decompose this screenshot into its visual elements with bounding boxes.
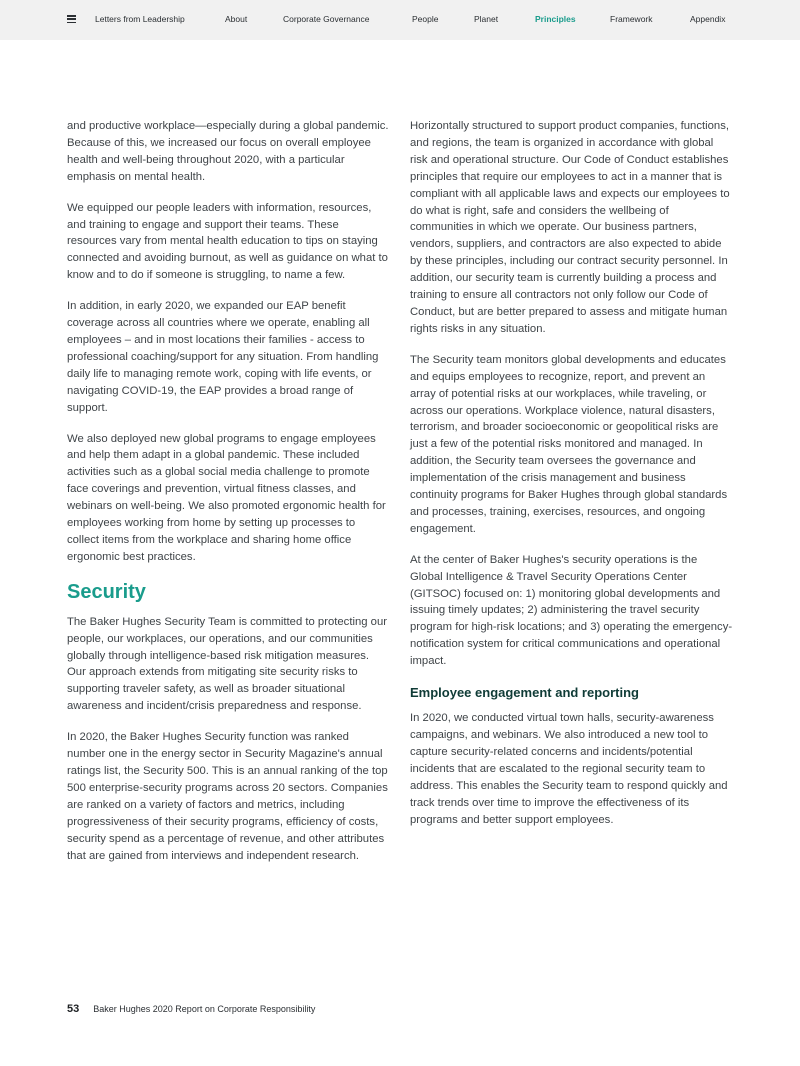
nav-item-principles[interactable]: Principles xyxy=(535,14,576,24)
left-column xyxy=(67,118,390,878)
report-title: Baker Hughes 2020 Report on Corporate Responsibility xyxy=(93,1004,316,1014)
nav-item-planet[interactable]: Planet xyxy=(474,14,499,24)
top-navigation xyxy=(0,0,800,40)
body-paragraph: The Security team monitors global developments and educates and equips employees to recognize, report, and prevent an array of potential risks at our workplaces, while traveling, or across our operations. Workplace violence, natural disasters, terrorism, and broader socioeconomic or geopolitical risks are just a few of the potential risks monitored and managed. In addition, the Security team oversees the governance and implementation of the crisis management and business continuity programs for Baker Hughes through global standards and processes, training, exercises, resources, and ongoing engagement. xyxy=(410,353,728,535)
page-number: 53 xyxy=(67,1003,80,1015)
subheading-employee-engagement: Employee engagement and reporting xyxy=(410,685,639,701)
body-paragraph: At the center of Baker Hughes's security operations is the Global Intelligence & Travel Security Operations Center (GITSOC) focused on: 1) monitoring global developments and issuing timely updates; 2) administering the travel security program for high-risk locations; and 3) operating the emergency-notification system for critical communications and operational impact. xyxy=(410,553,733,668)
body-paragraph: We equipped our people leaders with information, resources, and training to engage and support their teams. These resources vary from mental health education to tips on staying connected and avoiding burnout, as well as guidance on what to know and to do if someone is struggling, to name a few. xyxy=(67,201,388,282)
body-paragraph: Horizontally structured to support product companies, functions, and regions, the team is organized in accordance with global risk and operational structure. Our Code of Conduct establishes principles that require our employees to act in a manner that is compliant with all applicable laws and expects our employees to do what is right, safe and considers the wellbeing of communities in which we operate. Our business partners, vendors, suppliers, and contractors are also expected to abide by these principles, including our contract security personnel. In addition, our security team is currently building a process and training to ensure all contractors not only follow our Code of Conduct, but are better prepared to assess and mitigate human rights risks in any situation. xyxy=(410,120,730,335)
body-paragraph: In addition, in early 2020, we expanded our EAP benefit coverage across all countries where we operate, enabling all employees – and in most locations their families - access to professional coaching/support for any situation. From handling daily life to managing remote work, coping with life events, or navigating COVID-19, the EAP provides a broad range of support. xyxy=(67,300,379,414)
page-footer xyxy=(67,1003,315,1015)
body-paragraph: The Baker Hughes Security Team is committed to protecting our people, our workplaces, our operations, and our communities globally through intelligence-based risk mitigation measures. Our approach extends from mitigating site security risks to supporting traveler safety, as well as broader situational awareness and incident/crisis preparedness and response. xyxy=(67,615,388,713)
nav-item-letters-from-leadership[interactable]: Letters from Leadership xyxy=(95,14,185,24)
hamburger-menu-icon[interactable] xyxy=(67,15,76,23)
nav-item-corporate-governance[interactable]: Corporate Governance xyxy=(283,14,370,24)
body-paragraph: We also deployed new global programs to engage employees and help them adapt in a global pandemic. These included activities such as a global social media challenge to promote face coverings and prevention, virtual fitness classes, and webinars on well-being. We also promoted ergonomic health for employees working from home by setting up processes to collect items from the workplace and sharing home office ergonomic best practices. xyxy=(67,432,386,563)
nav-item-about[interactable]: About xyxy=(225,14,248,24)
nav-item-people[interactable]: People xyxy=(412,14,439,24)
body-paragraph: In 2020, the Baker Hughes Security function was ranked number one in the energy sector in Security Magazine's annual ratings list, the Security 500. This is an annual ranking of the top 500 enterprise-security programs across 20 sectors. Companies are ranked on a variety of factors and metrics, including progressiveness of their security programs, efficiency of costs, security spend as a percentage of revenue, and other attributes that are gained from interviews and independent research. xyxy=(67,731,388,862)
nav-item-framework[interactable]: Framework xyxy=(610,14,653,24)
section-heading-security: Security xyxy=(67,580,146,603)
body-paragraph: In 2020, we conducted virtual town halls, security-awareness campaigns, and webinars. We also introduced a new tool to capture security-related concerns and incidents/potential incidents that are escalated to the regional security team to address. This enables the Security team to respond quickly and track trends over time to improve the effectiveness of its programs and better support employees. xyxy=(410,712,728,826)
right-column xyxy=(410,118,733,842)
body-paragraph: and productive workplace—especially during a global pandemic. Because of this, we increased our focus on overall employee health and well-being throughout 2020, with a particular emphasis on mental health. xyxy=(67,120,389,183)
nav-item-appendix[interactable]: Appendix xyxy=(690,14,726,24)
